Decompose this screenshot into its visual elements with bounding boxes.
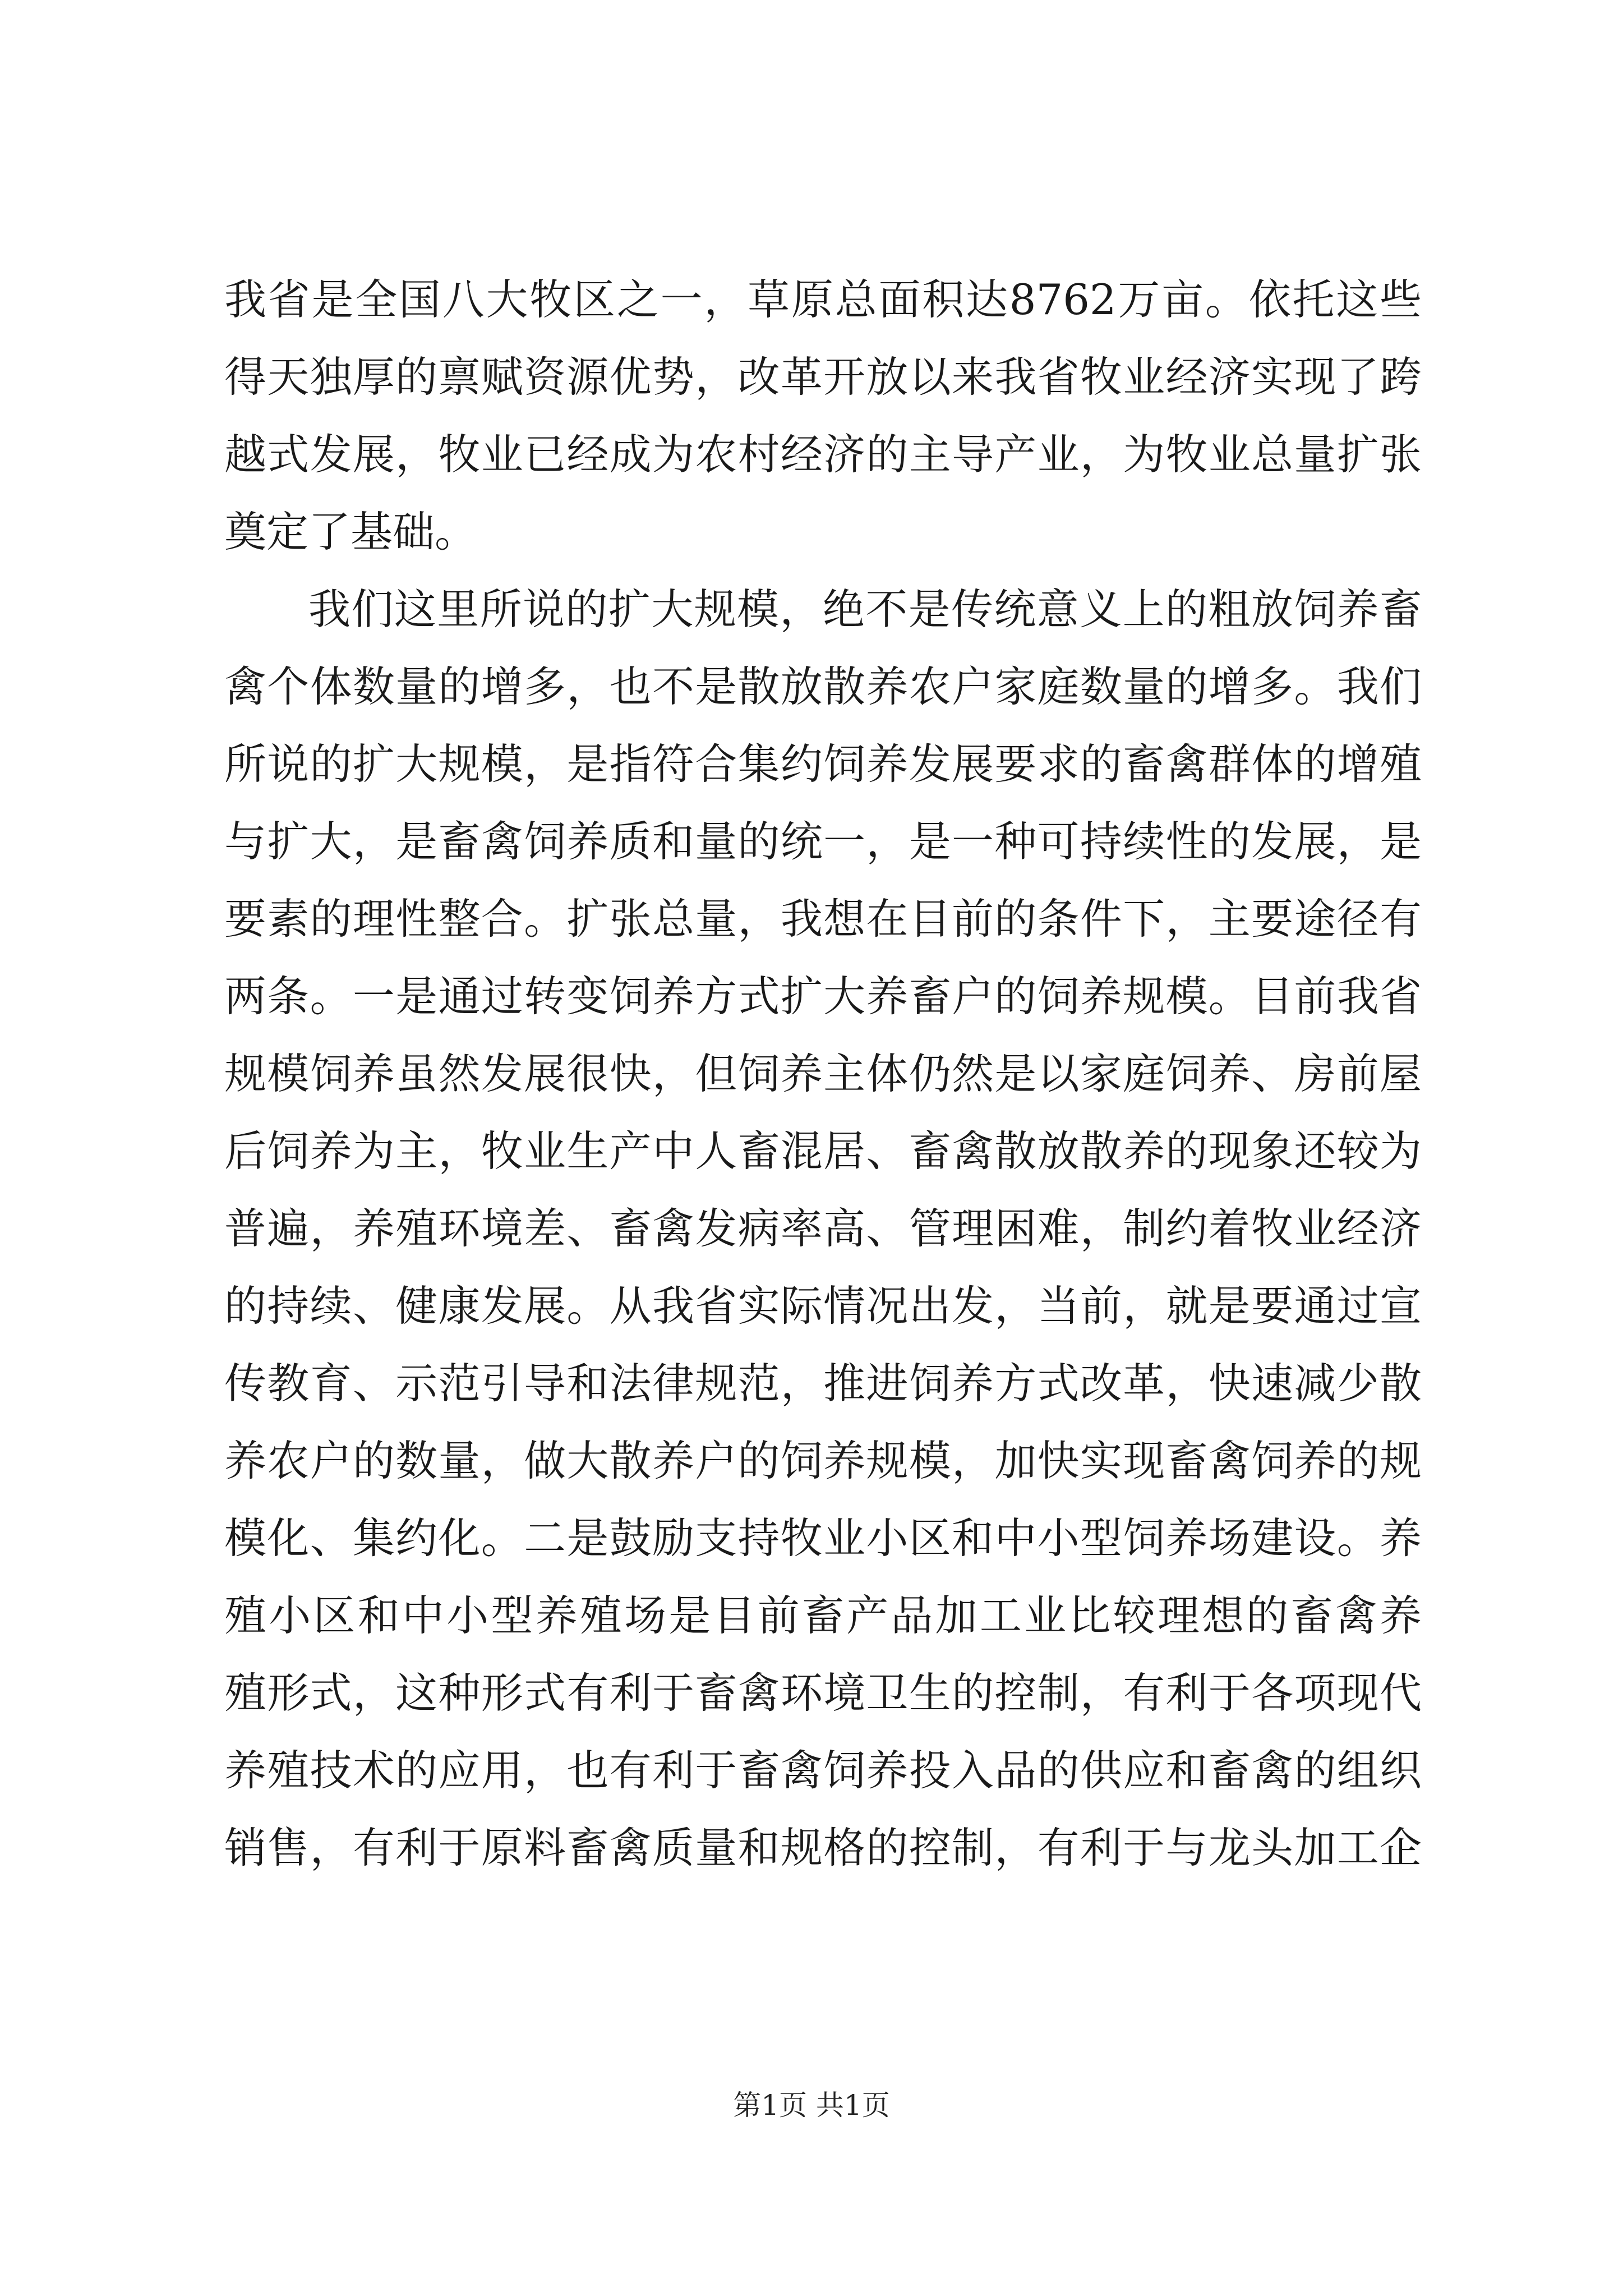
text-line: 养农户的数量，做大散养户的饲养规模，加快实现畜禽饲养的规 [224, 1436, 1422, 1485]
document-body [224, 261, 1422, 1887]
paragraph [224, 261, 1422, 570]
text-line: 模化、集约化。二是鼓励支持牧业小区和中小型饲养场建设。养 [224, 1513, 1422, 1563]
page-footer [0, 2086, 1623, 2125]
text-line: 殖小区和中小型养殖场是目前畜产品加工业比较理想的畜禽养 [224, 1591, 1422, 1640]
text-line: 销售，有利于原料畜禽质量和规格的控制，有利于与龙头加工企 [224, 1823, 1422, 1872]
text-line: 与扩大，是畜禽饲养质和量的统一，是一种可持续性的发展，是 [224, 817, 1422, 866]
text-line: 的持续、健康发展。从我省实际情况出发，当前，就是要通过宣 [224, 1281, 1422, 1331]
text-line: 得天独厚的禀赋资源优势，改革开放以来我省牧业经济实现了跨 [224, 352, 1422, 402]
text-line: 禽个体数量的增多，也不是散放散养农户家庭数量的增多。我们 [224, 662, 1422, 711]
text-line: 我省是全国八大牧区之一，草原总面积达8762万亩。依托这些 [224, 275, 1422, 324]
text-line: 两条。一是通过转变饲养方式扩大养畜户的饲养规模。目前我省 [224, 972, 1422, 1021]
text-line: 传教育、示范引导和法律规范，推进饲养方式改革，快速减少散 [224, 1359, 1422, 1408]
text-line: 殖形式，这种形式有利于畜禽环境卫生的控制，有利于各项现代 [224, 1668, 1422, 1718]
text-line: 所说的扩大规模，是指符合集约饲养发展要求的畜禽群体的增殖 [224, 739, 1422, 789]
page-number-label: 第1页 共1页 [733, 2089, 890, 2122]
text-line: 我们这里所说的扩大规模，绝不是传统意义上的粗放饲养畜 [308, 585, 1422, 634]
paragraph [224, 570, 1422, 1887]
text-line: 后饲养为主，牧业生产中人畜混居、畜禽散放散养的现象还较为 [224, 1126, 1422, 1176]
text-line: 要素的理性整合。扩张总量，我想在目前的条件下，主要途径有 [224, 894, 1422, 944]
text-line: 养殖技术的应用，也有利于畜禽饲养投入品的供应和畜禽的组织 [224, 1746, 1422, 1795]
text-line: 越式发展，牧业已经成为农村经济的主导产业，为牧业总量扩张 [224, 430, 1422, 479]
text-line: 普遍，养殖环境差、畜禽发病率高、管理困难，制约着牧业经济 [224, 1204, 1422, 1253]
text-line: 奠定了基础。 [224, 507, 477, 556]
text-line: 规模饲养虽然发展很快，但饲养主体仍然是以家庭饲养、房前屋 [224, 1049, 1422, 1098]
